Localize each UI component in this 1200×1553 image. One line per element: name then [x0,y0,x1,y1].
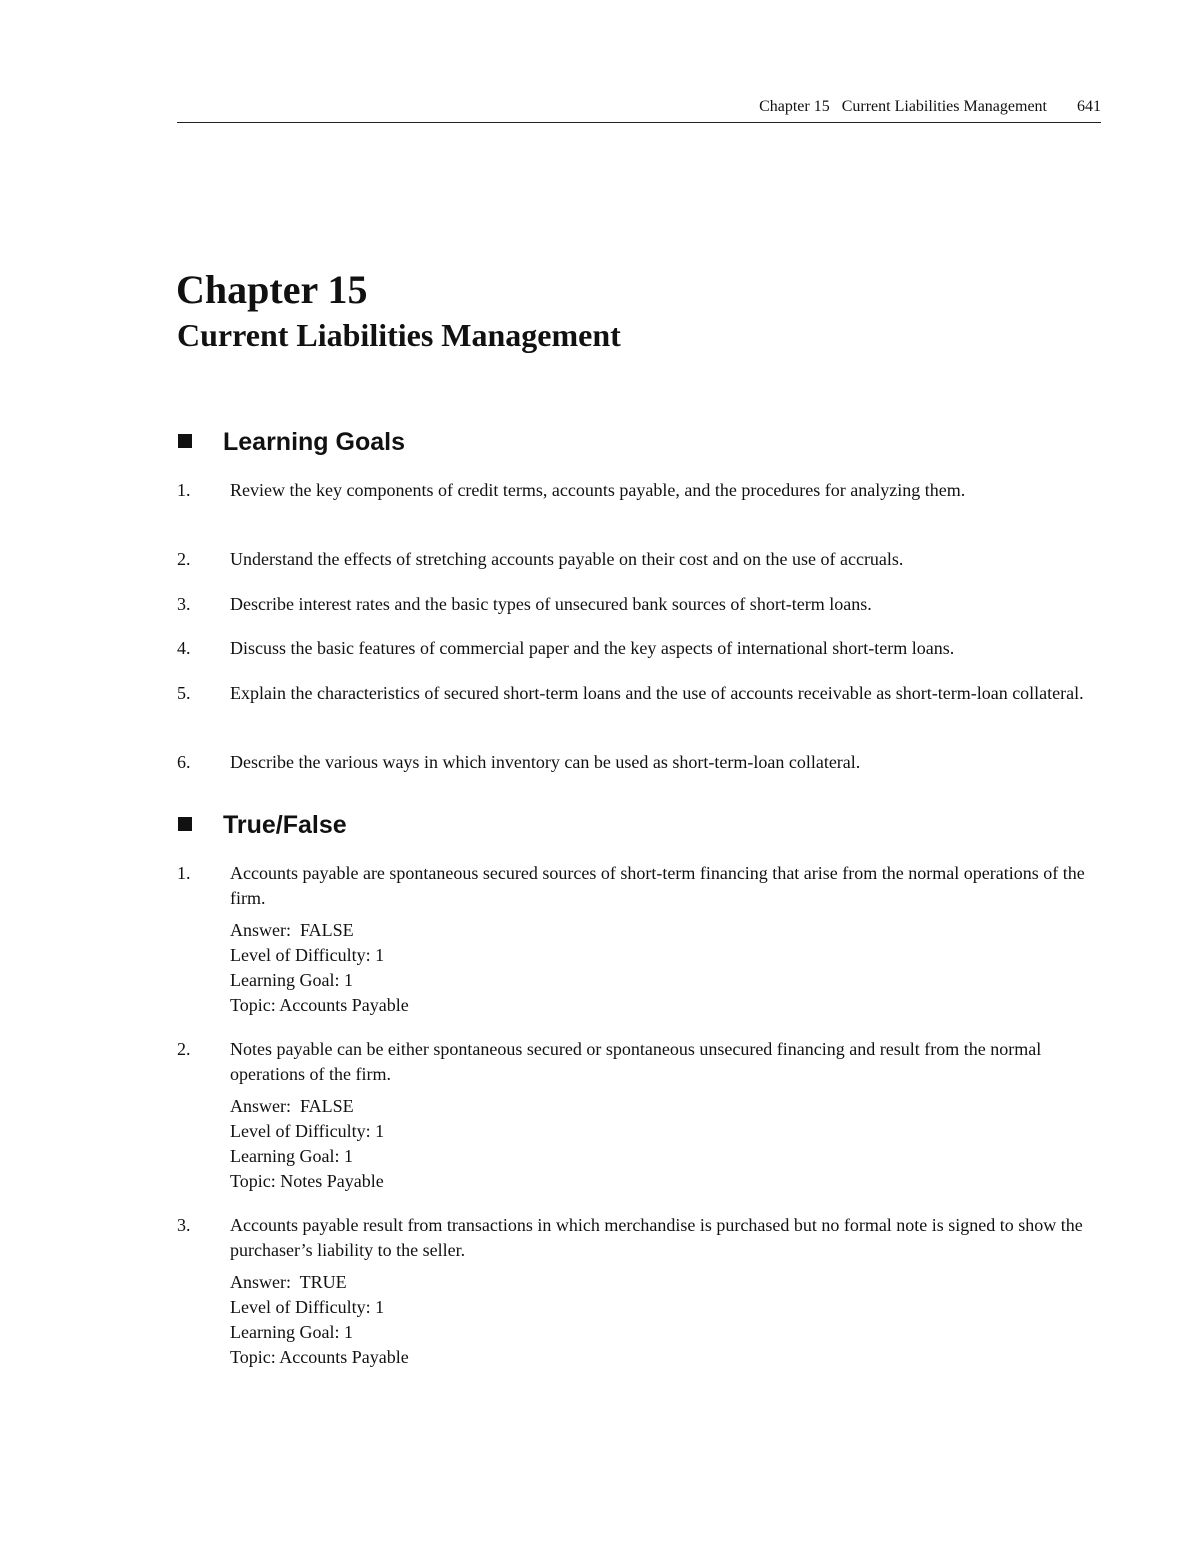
running-header-title: Chapter 15 Current Liabilities Management [759,98,1047,115]
learning-goal-item [177,636,1101,661]
item-text: Discuss the basic features of commercial paper and the key aspects of international short-term loans. [230,638,955,658]
learning-goals-heading [177,430,405,455]
item-number: 5. [177,683,191,703]
item-number: 3. [177,594,191,614]
learning-goal-item [177,750,1101,775]
difficulty: Level of Difficulty: 1 [230,1121,385,1141]
item-text: Describe the various ways in which inventory can be used as short-term-loan collateral. [230,752,861,772]
learning-goals-heading-label: Learning Goals [223,428,405,456]
question-number: 3. [177,1215,191,1235]
chapter-number: Chapter 15 [176,267,368,312]
square-bullet-icon [178,817,192,831]
learning-goal: Learning Goal: 1 [230,1146,353,1166]
item-text: Explain the characteristics of secured short-term loans and the use of accounts receivable as short-term-loan collateral. [230,683,1084,703]
learning-goal-item [177,592,1101,617]
topic: Topic: Accounts Payable [230,1347,409,1367]
item-number: 6. [177,752,191,772]
chapter-title: Current Liabilities Management [177,317,621,353]
item-number: 2. [177,549,191,569]
item-text: Understand the effects of stretching accounts payable on their cost and on the use of accruals. [230,549,904,569]
answer: Answer: FALSE [230,920,354,940]
item-text: Describe interest rates and the basic types of unsecured bank sources of short-term loans. [230,594,872,614]
learning-goal: Learning Goal: 1 [230,1322,353,1342]
item-text: Review the key components of credit terms, accounts payable, and the procedures for analyzing them. [230,480,966,500]
question-number: 1. [177,863,191,883]
topic: Topic: Notes Payable [230,1171,384,1191]
learning-goal-item [177,478,1101,503]
question-item [177,1037,1101,1087]
question-meta [230,1094,384,1194]
answer: Answer: TRUE [230,1272,347,1292]
true-false-heading-label: True/False [223,811,347,839]
item-number: 1. [177,480,191,500]
question-text: Accounts payable result from transactions in which merchandise is purchased but no formal note is signed to show the purchaser’s liability to the seller. [230,1215,1083,1260]
learning-goal: Learning Goal: 1 [230,970,353,990]
topic: Topic: Accounts Payable [230,995,409,1015]
question-text: Accounts payable are spontaneous secured sources of short-term financing that arise from the normal operations of the firm. [230,863,1085,908]
answer: Answer: FALSE [230,1096,354,1116]
true-false-heading [177,813,347,838]
running-header [177,98,1101,123]
square-bullet-icon [178,434,192,448]
question-item [177,1213,1101,1263]
learning-goal-item [177,547,1101,572]
question-meta [230,918,409,1018]
question-text: Notes payable can be either spontaneous secured or spontaneous unsecured financing and result from the normal operations of the firm. [230,1039,1042,1084]
learning-goal-item [177,681,1101,706]
difficulty: Level of Difficulty: 1 [230,945,385,965]
page-number: 641 [1077,98,1101,115]
item-number: 4. [177,638,191,658]
question-item [177,861,1101,911]
question-number: 2. [177,1039,191,1059]
difficulty: Level of Difficulty: 1 [230,1297,385,1317]
question-meta [230,1270,409,1370]
